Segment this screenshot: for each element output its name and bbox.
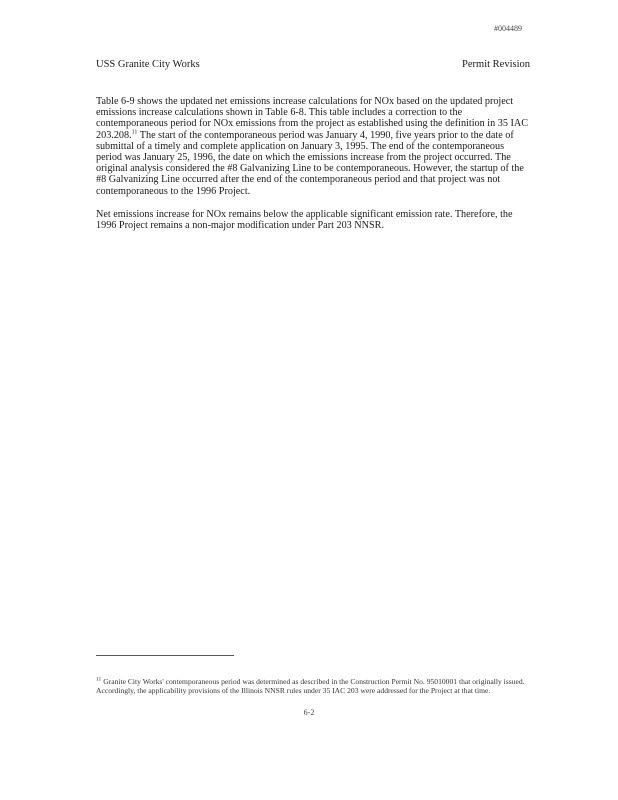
footnote [96, 677, 532, 696]
bates-number: #004489 [494, 24, 522, 33]
paragraph-1-text-start: Table 6-9 shows the updated net emissions increase calculations for NOx based on the updated project emissions increase calculations shown in Table 6-8. This table includes a correction to the contemporaneous period for NOx emissions from the project as established using the definition in 35 IAC 203.208. [96, 96, 529, 141]
footnote-text: Granite City Works' contemporaneous period was determined as described in the Construction Permit No. 95010001 that originally issued. Accordingly, the applicability provisions of the Illinois NNSR rules under 35 IAC 203 were addressed for the Project at that time. [96, 677, 525, 696]
footnote-mark: 11 [96, 676, 102, 683]
header-right-title: Permit Revision [462, 59, 530, 70]
page-number: 6-2 [303, 708, 315, 717]
header-left-title: USS Granite City Works [96, 59, 200, 70]
paragraph-2: Net emissions increase for NOx remains below the applicable significant emission rate. Therefore, the 1996 Project remains a non-major modification under Part 203 NNSR. [96, 208, 513, 232]
page-header [96, 59, 530, 70]
body-text [96, 96, 532, 243]
paragraph-1 [96, 96, 532, 197]
footnote-reference: 11 [131, 129, 138, 136]
footnote-divider [96, 655, 234, 656]
paragraph-1-text-end: The start of the contemporaneous period was January 4, 1990, five years prior to the date of submittal of a timely and complete application on January 3, 1995. The end of the contemporaneous period was January 25, 1996, the date on which the emissions increase from the project occurred. The original analysis considered the #8 Galvanizing Line to be contemporaneous. However, the startup of the #8 Galvanizing Line occurred after the end of the contemporaneous period and that project was not contemporaneous to the 1996 Project. [96, 129, 524, 197]
